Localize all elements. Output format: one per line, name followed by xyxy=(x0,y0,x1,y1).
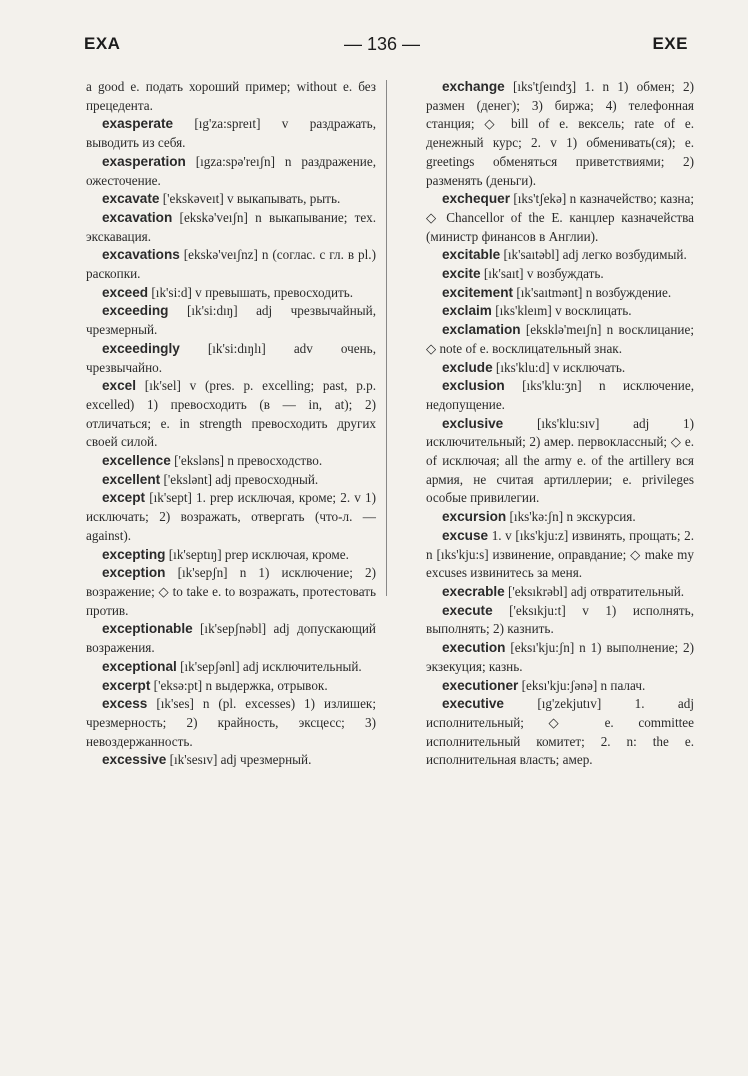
dictionary-entry xyxy=(86,658,376,677)
entry-definition: [ık'si:dıŋ] adj чрезвычайный, чрезмерный. xyxy=(86,303,376,338)
entry-headword: excerpt xyxy=(102,677,151,693)
entry-headword: excellence xyxy=(102,453,171,469)
entry-headword: exceptional xyxy=(102,658,177,674)
entry-headword: excess xyxy=(102,696,148,712)
entry-headword: exclusion xyxy=(442,378,505,394)
dictionary-entry xyxy=(86,695,376,751)
entry-definition: ['eksǝ:pt] n выдержка, отрывок. xyxy=(150,677,328,693)
entry-definition: [ıg'zekjutıv] 1. adj исполнительный; ◇ e. committee исполнительный комитет; 2. n: the e. исполнительная власть; амер. xyxy=(426,696,694,768)
entry-definition: [ık'sepʃn] n 1) исключение; 2) возражение; ◇ to take e. to возражать, протестовать против. xyxy=(86,565,376,618)
entry-headword: exception xyxy=(102,565,166,581)
entry-definition: ['ekslǝnt] adj превосходный. xyxy=(160,471,319,487)
entry-definition: [ekskə'veıʃn] n выкапывание; тех. экскавация. xyxy=(86,209,376,244)
dictionary-entry xyxy=(86,377,376,452)
entry-headword: excuse xyxy=(442,527,489,543)
entry-headword: excessive xyxy=(102,752,167,768)
dictionary-entry xyxy=(426,527,694,583)
entry-definition: [ıks'klu:sıv] adj 1) исключительный; 2) амер. первоклассный; ◇ e. of исключая; all the army e. of the artillery вся армия, не считая артиллерии; e. privileges особые привилегии. xyxy=(426,415,694,506)
entry-headword: executive xyxy=(442,696,504,712)
entry-definition: a good e. подать хороший пример; without e. без прецедента. xyxy=(86,79,376,113)
dictionary-entry xyxy=(86,489,376,545)
entry-definition: [ıks'tʃeındʒ] 1. n 1) обмен; 2) размен (денег); 3) биржа; 4) телефонная станция; ◇ bill of e. вексель; rate of e. денежный курс; 2. v 1) обменивать(ся); e. greetings обменяться приветствиями; 2) разменять (деньги). xyxy=(426,79,694,188)
entry-headword: exceedingly xyxy=(102,340,180,356)
dictionary-entry xyxy=(426,602,694,639)
dictionary-entry xyxy=(426,508,694,527)
dictionary-entry xyxy=(86,209,376,246)
right-column xyxy=(426,78,694,770)
entry-headword: excitable xyxy=(442,247,501,263)
entry-definition: 1. v [ıks'kju:z] извинять, прощать; 2. n [ıks'kju:s] извинение, оправдание; ◇ make my excuses извинитесь за меня. xyxy=(426,527,694,581)
dictionary-entry xyxy=(86,452,376,471)
dictionary-entry xyxy=(426,190,694,246)
entry-headword: excavation xyxy=(102,209,173,225)
dictionary-entry xyxy=(426,583,694,602)
dictionary-entry xyxy=(86,751,376,770)
page-number: — 136 — xyxy=(344,34,421,54)
entry-definition: [ıks'kǝ:ʃn] n экскурсия. xyxy=(506,509,636,525)
entry-definition: [ık'sel] v (pres. p. excelling; past, p.p. excelled) 1) превосходить (в — in, at); 2) отличаться; e. in strength превосходить других своей силой. xyxy=(86,378,376,450)
dictionary-entry xyxy=(86,340,376,377)
left-column xyxy=(86,78,376,770)
entry-headword: exclaim xyxy=(442,303,492,319)
entry-definition: [ık'si:dıŋlı] adv очень, чрезвычайно. xyxy=(86,340,376,375)
entry-headword: excursion xyxy=(442,509,507,525)
dictionary-entry xyxy=(86,115,376,152)
entry-definition: [ık'ses] n (pl. excesses) 1) излишек; чрезмерность; 2) крайность, эксцесс; 3) невоздержанность. xyxy=(86,696,376,749)
entry-headword: excepting xyxy=(102,546,166,562)
dictionary-entry xyxy=(86,78,376,115)
dictionary-entry xyxy=(86,620,376,657)
entry-definition: [eksı'kju:ʃn] n 1) выполнение; 2) экзекуция; казнь. xyxy=(426,640,694,674)
entry-headword: exasperation xyxy=(102,153,186,169)
entry-definition: [ık'sepʃnǝbl] adj допускающий возражения. xyxy=(86,621,376,656)
entry-headword: exasperate xyxy=(102,116,174,132)
entry-headword: execution xyxy=(442,640,506,656)
entry-definition: [ık'saıtmǝnt] n возбуждение. xyxy=(513,284,672,300)
entry-definition: [ık'si:d] v превышать, превосходить. xyxy=(148,284,354,300)
entry-headword: exchange xyxy=(442,79,505,94)
entry-headword: except xyxy=(102,490,146,506)
entry-definition: [ık'septıŋ] prep исключая, кроме. xyxy=(165,546,349,562)
entry-definition: [ekskə'veıʃnz] n (соглас. с гл. в pl.) раскопки. xyxy=(86,247,376,282)
entry-headword: excel xyxy=(102,378,137,394)
dictionary-entry xyxy=(86,677,376,696)
dictionary-entry xyxy=(426,265,694,284)
dictionary-entry xyxy=(426,359,694,378)
dictionary-entry xyxy=(86,284,376,303)
entry-headword: exclude xyxy=(442,359,493,375)
guide-word-left: EXA xyxy=(84,34,121,53)
entry-headword: exclamation xyxy=(442,322,521,338)
entry-headword: execrable xyxy=(442,583,505,599)
entry-definition: [ık'saıtǝbl] adj легко возбудимый. xyxy=(500,247,687,263)
dictionary-entry xyxy=(86,564,376,620)
entry-headword: excite xyxy=(442,266,481,282)
dictionary-entry xyxy=(86,190,376,209)
entry-definition: [ıks'kleım] v восклицать. xyxy=(491,303,632,319)
entry-headword: exchequer xyxy=(442,191,511,207)
entry-headword: exceptionable xyxy=(102,621,193,637)
entry-definition: [ıks'tʃekǝ] n казначейство; казна; ◇ Chancellor of the E. канцлер казначейства (министр финансов в Англии). xyxy=(426,191,694,244)
dictionary-entry xyxy=(426,677,694,696)
entry-definition: [eksklǝ'meıʃn] n восклицание; ◇ note of e. восклицательный знак. xyxy=(426,322,694,356)
dictionary-entry xyxy=(86,546,376,565)
dictionary-entry xyxy=(426,78,694,190)
dictionary-entry xyxy=(426,377,694,414)
entry-definition: [ıg'za:spreıt] v раздражать, выводить из себя. xyxy=(86,116,376,151)
entry-headword: executioner xyxy=(442,677,519,693)
entry-definition: ['eksıkju:t] v 1) исполнять, выполнять; 2) казнить. xyxy=(426,602,694,637)
dictionary-entry xyxy=(426,415,694,509)
dictionary-entry xyxy=(426,639,694,676)
entry-headword: excitement xyxy=(442,284,514,300)
entry-headword: excavate xyxy=(102,191,160,207)
guide-word-right: EXE xyxy=(652,34,688,53)
dictionary-entry xyxy=(86,153,376,190)
entry-headword: exclusive xyxy=(442,415,504,431)
page-header xyxy=(84,30,688,58)
entry-definition: ['eksıkrǝbl] adj отвратительный. xyxy=(504,583,685,599)
entry-headword: execute xyxy=(442,602,493,618)
dictionary-entry xyxy=(86,471,376,490)
entry-definition: [eksı'kju:ʃǝnǝ] n палач. xyxy=(518,677,646,693)
entry-definition: [ık'sepʃǝnl] adj исключительный. xyxy=(176,658,362,674)
entry-definition: [ıks'klu:ʒn] n исключение, недопущение. xyxy=(426,378,694,412)
entry-definition: [ık'sesıv] adj чрезмерный. xyxy=(166,752,312,768)
dictionary-entry xyxy=(426,302,694,321)
entry-definition: [ık'sept] 1. prep исключая, кроме; 2. v 1) исключать; 2) возражать, отвергать (что-л. — against). xyxy=(86,490,376,543)
dictionary-entry xyxy=(426,321,694,358)
entry-definition: [ık'saıt] v возбуждать. xyxy=(480,266,604,282)
entry-headword: excavations xyxy=(102,247,180,263)
entry-headword: exceed xyxy=(102,284,149,300)
dictionary-entry xyxy=(86,246,376,283)
dictionary-entry xyxy=(426,695,694,770)
dictionary-entry xyxy=(426,284,694,303)
entry-headword: exceeding xyxy=(102,303,169,319)
entry-definition: ['ekskəveıt] v выкапывать, рыть. xyxy=(159,191,341,207)
column-divider xyxy=(386,80,387,596)
dictionary-entry xyxy=(86,302,376,339)
dictionary-entry xyxy=(426,246,694,265)
entry-definition: [ıgza:spə'reıʃn] n раздражение, ожесточение. xyxy=(86,153,376,188)
entry-definition: ['ekslǝns] n превосходство. xyxy=(170,453,323,469)
entry-definition: [ıks'klu:d] v исключать. xyxy=(492,359,626,375)
entry-headword: excellent xyxy=(102,471,161,487)
